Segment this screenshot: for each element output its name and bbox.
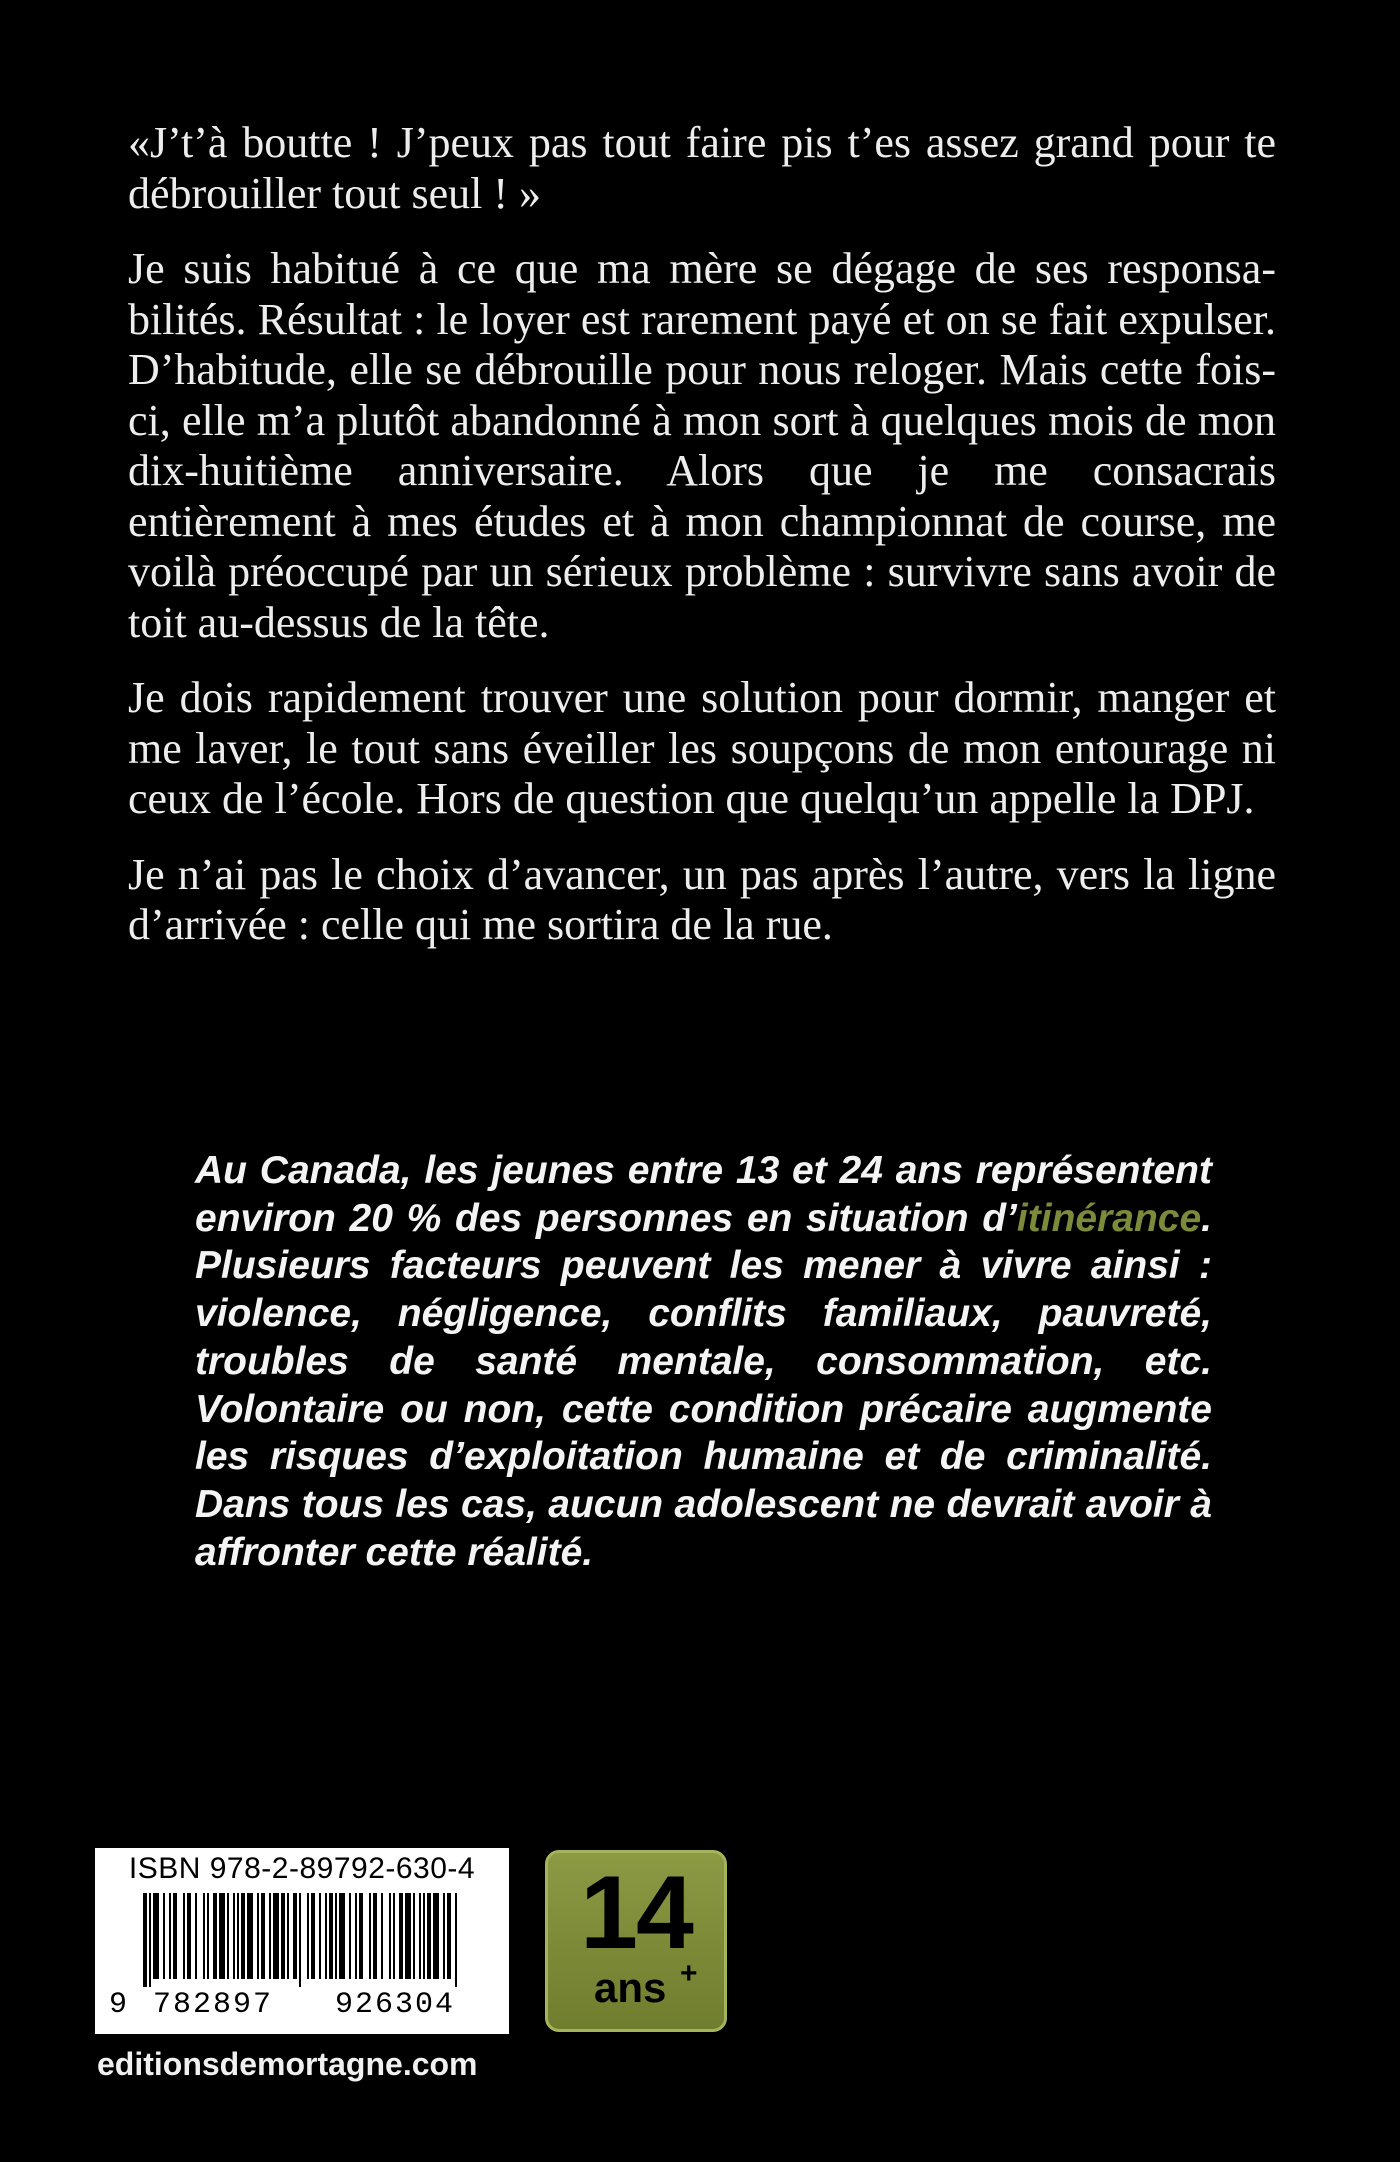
barcode-bar [443,1893,445,1979]
barcode-bar [207,1893,209,1979]
barcode-bar [149,1893,151,1987]
barcode-bar [203,1893,205,1979]
barcode-bar [247,1893,253,1979]
barcode-bar [261,1893,265,1979]
barcode-bar [311,1893,315,1979]
barcode-bar [173,1893,177,1979]
barcode-bar [433,1893,439,1979]
barcode-bar [257,1893,259,1979]
age-rating-number: 14 [580,1855,692,1971]
barcode-bar [393,1893,395,1979]
barcode-bar [287,1893,289,1979]
barcode-bar [405,1893,411,1979]
barcode-bar [237,1893,239,1979]
barcode-bar [355,1893,357,1979]
blurb-paragraph-4: Je n’ai pas le choix d’avancer, un pas après l’autre, vers la ligne d’arrivée : celle qui me sortira de la rue. [128,849,1276,949]
age-rating-unit: ans [594,1964,667,2011]
barcode-bar [143,1893,147,1987]
age-rating-badge [545,1850,727,2032]
barcode-bar [307,1893,309,1979]
barcode-bars [143,1893,461,1987]
barcode-bar [381,1893,383,1979]
blurb-paragraph-2: Je suis habitué à ce que ma mère se dégage de ses responsabilités. Résultat : le loyer est rarement payé et on se fait expulser. D’habitude, elle se débrouille pour nous reloger. Mais cette fois-ci, elle m’a plutôt abandonné à mon sort à quelques mois de mon dix-huitième anniversaire. Alors que je me consacrais entièrement à mes études et à mon championnat de course, me voilà préoccupé par un sérieux problème : survivre sans avoir de toit au-dessus de la tête. [128,244,1276,647]
barcode-bar [319,1893,321,1979]
barcode-bar [213,1893,217,1979]
blurb-paragraph-1: «J’t’à boutte ! J’peux pas tout faire pis t’es assez grand pour te débrouiller tout seul ! » [128,118,1276,218]
barcode-digits-right: 926304 [335,1988,456,2022]
barcode-bar [325,1893,327,1979]
barcode-bar [293,1893,297,1979]
blurb-text [128,118,1276,976]
barcode-bar [153,1893,159,1979]
barcode-digits [95,1988,509,2028]
barcode-bar [419,1893,421,1979]
barcode-digits-left: 782897 [153,1988,274,2022]
blurb-paragraph-3: Je dois rapidement trouver une solution pour dormir, manger et me laver, le tout sans éveiller les soupçons de mon entourage ni ceux de l’école. Hors de question que quelqu’un appelle la DPJ. [128,673,1276,823]
barcode-bar [369,1893,371,1979]
isbn-barcode [95,1848,509,2034]
barcode-bar [423,1893,425,1979]
barcode-bar [233,1893,235,1979]
barcode-bar [195,1893,197,1979]
barcode-bar [335,1893,337,1979]
barcode-bar [349,1893,351,1979]
barcode-bar [455,1893,457,1987]
barcode-bar [359,1893,363,1979]
barcode-bar [339,1893,345,1979]
barcode-digit-first: 9 [109,1988,128,2022]
barcode-bar [427,1893,431,1979]
barcode-bar [373,1893,377,1979]
notice-text-after: . Plusieurs facteurs peuvent les mener à vivre ainsi : violence, négligence, conflits familiaux, pauvreté, troubles de santé mentale, consommation, etc. Volontaire ou non, cette condition précaire augmente les risques d’exploitation humaine et de criminalité. Dans tous les cas, aucun adolescent ne devrait avoir à affronter cette réalité. [195,1196,1212,1574]
notice-highlight-itinerance: itinérance [1016,1196,1202,1240]
barcode-bar [241,1893,245,1979]
barcode-bar [299,1893,301,1987]
notice-text-before: Au Canada, les jeunes entre 13 et 24 ans représentent environ 20 % des personnes en situation d’ [195,1149,1212,1240]
publisher-website: editionsdemortagne.com [97,2046,478,2082]
itinerance-notice [195,1147,1212,1576]
age-rating-plus: + [680,1957,698,1990]
barcode-bar [281,1893,285,1979]
barcode-bar [219,1893,225,1979]
barcode-bar [169,1893,171,1979]
barcode-bar [389,1893,391,1979]
barcode-bar [269,1893,271,1979]
barcode-bar [399,1893,403,1979]
barcode-bar [447,1893,451,1979]
barcode-bar [183,1893,185,1979]
barcode-bar [227,1893,229,1979]
isbn-label: ISBN 978-2-89792-630-4 [128,1852,476,1885]
barcode-bar [273,1893,279,1979]
barcode-bar [187,1893,191,1979]
barcode-bar [329,1893,333,1979]
barcode-bar [413,1893,415,1979]
barcode-bar [163,1893,165,1979]
